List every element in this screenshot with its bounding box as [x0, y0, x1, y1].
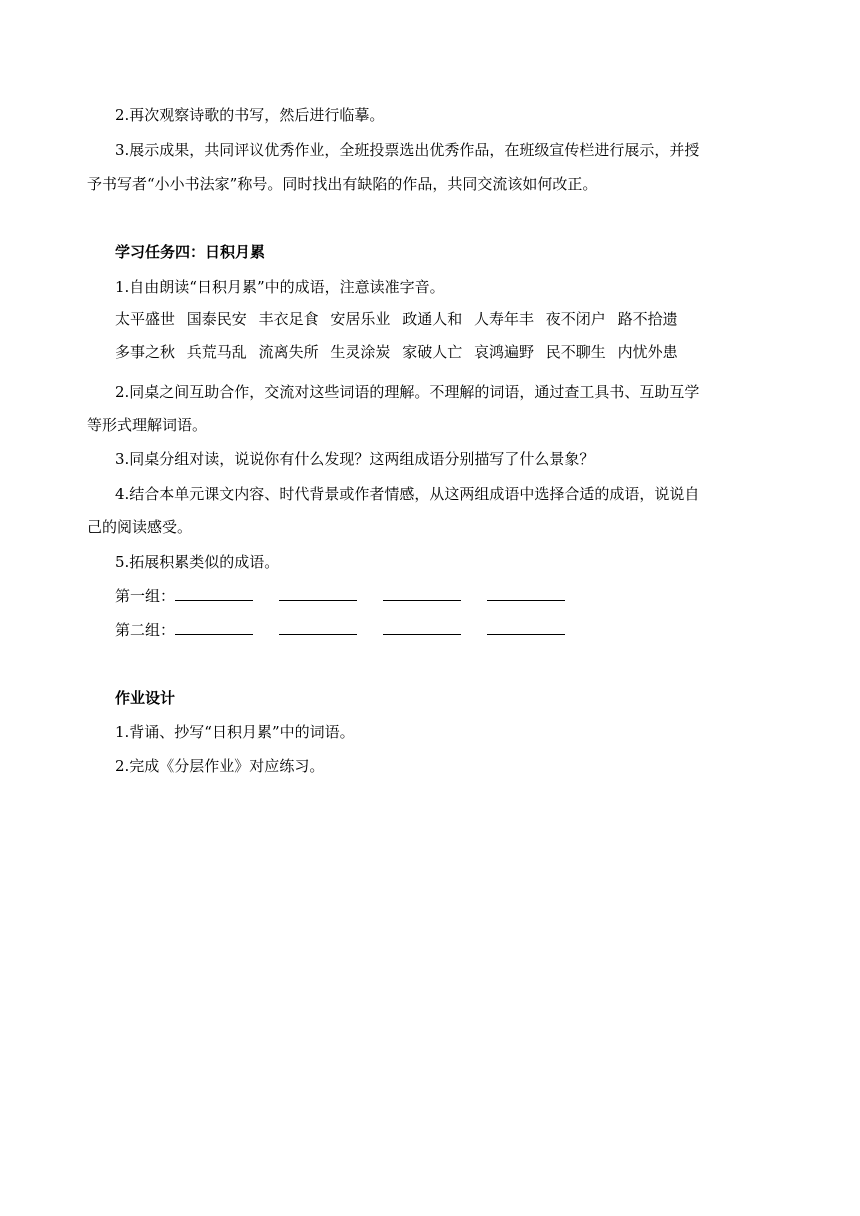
idiom: 哀鸿遍野	[473, 343, 534, 361]
task4-item4-line2: 己的阅读感受。	[87, 518, 193, 536]
section1-item3-line1: 3.展示成果，共同评议优秀作业，全班投票选出优秀作品，在班级宣传栏进行展示，并授	[115, 141, 700, 159]
answer-blank[interactable]	[487, 584, 565, 601]
idiom: 民不聊生	[545, 343, 606, 361]
idiom: 丰衣足食	[258, 310, 319, 328]
answer-blank[interactable]	[175, 618, 253, 635]
group2-row	[115, 616, 591, 645]
idiom: 路不拾遗	[617, 310, 678, 328]
homework-heading: 作业设计	[115, 689, 176, 707]
answer-blank[interactable]	[383, 584, 461, 601]
group2-label: 第二组：	[115, 621, 176, 639]
idiom: 多事之秋	[115, 343, 176, 361]
answer-blank[interactable]	[487, 618, 565, 635]
idioms-row-2	[115, 338, 685, 367]
idiom: 内忧外患	[617, 343, 678, 361]
task4-item3: 3.同桌分组对读，说说你有什么发现？这两组成语分别描写了什么景象？	[115, 450, 595, 468]
answer-blank[interactable]	[279, 584, 357, 601]
task4-item5: 5.拓展积累类似的成语。	[115, 553, 280, 571]
answer-blank[interactable]	[279, 618, 357, 635]
task4-item2-line2: 等形式理解词语。	[87, 416, 208, 434]
idiom: 流离失所	[258, 343, 319, 361]
idiom: 人寿年丰	[473, 310, 534, 328]
task4-item1: 1.自由朗读“日积月累”中的成语，注意读准字音。	[115, 278, 445, 296]
answer-blank[interactable]	[175, 584, 253, 601]
idioms-row-1	[115, 305, 685, 334]
group1-label: 第一组：	[115, 587, 176, 605]
task4-item2-line1: 2.同桌之间互助合作，交流对这些词语的理解。不理解的词语，通过查工具书、互助互学	[115, 383, 700, 401]
task4-heading: 学习任务四：日积月累	[115, 243, 266, 261]
section1-item2: 2.再次观察诗歌的书写，然后进行临摹。	[115, 106, 385, 124]
answer-blank[interactable]	[383, 618, 461, 635]
idiom: 政通人和	[402, 310, 463, 328]
idiom: 家破人亡	[402, 343, 463, 361]
idiom: 太平盛世	[115, 310, 176, 328]
group1-row	[115, 582, 591, 611]
idiom: 夜不闭户	[545, 310, 606, 328]
idiom: 国泰民安	[186, 310, 247, 328]
homework-item2: 2.完成《分层作业》对应练习。	[115, 757, 325, 775]
idiom: 安居乐业	[330, 310, 391, 328]
idiom: 生灵涂炭	[330, 343, 391, 361]
homework-item1: 1.背诵、抄写“日积月累”中的词语。	[115, 723, 355, 741]
idiom: 兵荒马乱	[186, 343, 247, 361]
task4-item4-line1: 4.结合本单元课文内容、时代背景或作者情感，从这两组成语中选择合适的成语，说说自	[115, 485, 700, 503]
section1-item3-line2: 予书写者“小小书法家”称号。同时找出有缺陷的作品，共同交流该如何改正。	[87, 175, 598, 193]
